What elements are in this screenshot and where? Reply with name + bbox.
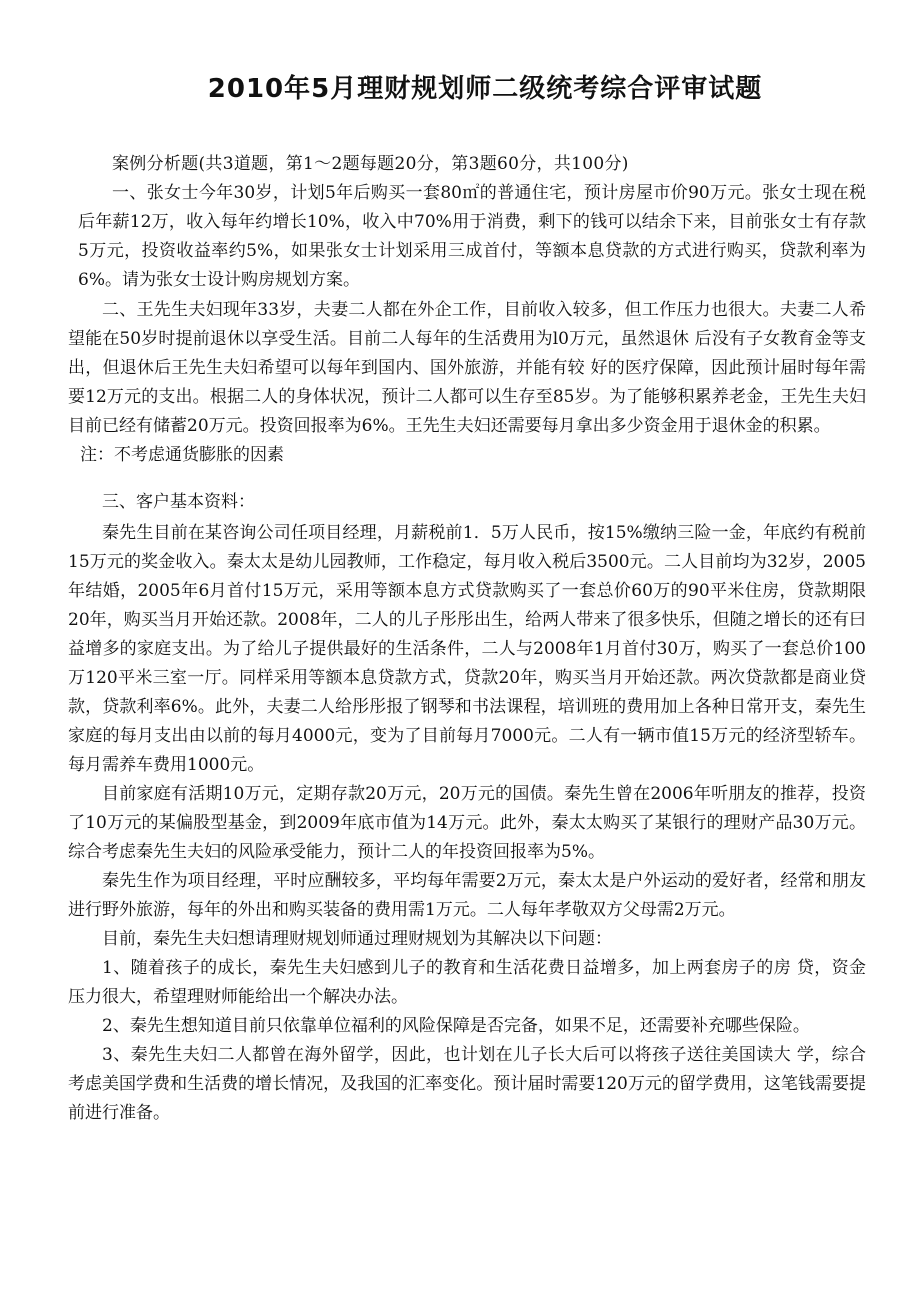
case-2-paragraph: 二、王先生夫妇现年33岁，夫妻二人都在外企工作，目前收入较多，但工作压力也很大。夫妻二人希望能在50岁时提前退休以享受生活。目前二人每年的生活费用为l0万元，虽然退休 后没有子女教育金等支出，但退休后王先生夫妇希望可以每年到国内、国外旅游，并能有较 好的医疗保障，因此预计届时每年需要12万元的支出。根据二人的身体状况，预计二人都可以生存至85岁。为了能够积累养老金，王先生夫妇目前已经有储蓄20万元。投资回报率为6%。王先生夫妇还需要每月拿出多少资金用于退休金的积累。 (68, 300, 866, 436)
question-2: 2、秦先生想知道目前只依靠单位福利的风险保障是否完备，如果不足，还需要补充哪些保险。 (102, 1016, 810, 1036)
question-3: 3、秦先生夫妇二人都曾在海外留学，因此，也计划在儿子长大后可以将孩子送往美国读大 学，综合考虑美国学费和生活费的增长情况，及我国的汇率变化。预计届时需要120万元的留学费用，这笔钱需要提前进行准备。 (68, 1045, 866, 1123)
case-3-paragraph: 目前，秦先生夫妇想请理财规划师通过理财规划为其解决以下问题： (102, 929, 612, 949)
case-1-paragraph: 一、张女士今年30岁，计划5年后购买一套80㎡的普通住宅，预计房屋市价90万元。张女士现在税后年薪12万，收入每年约增长10%，收入中70%用于消费，剩下的钱可以结余下来，目前张女士有存款5万元，投资收益率约5%，如果张女士计划采用三成首付，等额本息贷款的方式进行购买，贷款利率为6%。请为张女士设计购房规划方案。 (78, 183, 866, 290)
case-3-heading: 三、客户基本资料： (102, 492, 255, 512)
section-3 (68, 488, 866, 1128)
section-1 (78, 150, 866, 295)
case-3-paragraph: 目前家庭有活期10万元，定期存款20万元，20万元的国债。秦先生曾在2006年听朋友的推荐，投资了10万元的某偏股型基金，到2009年底市值为14万元。此外，秦太太购买了某银行的理财产品30万元。综合考虑秦先生夫妇的风险承受能力，预计二人的年投资回报率为5%。 (68, 784, 866, 862)
case-2-note: 注：不考虑通货膨胀的因素 (80, 445, 284, 465)
question-1: 1、随着孩子的成长，秦先生夫妇感到儿子的教育和生活花费日益增多，加上两套房子的房 贷，资金压力很大，希望理财师能给出一个解决办法。 (68, 958, 866, 1007)
case-3-paragraph: 秦先生目前在某咨询公司任项目经理，月薪税前1．5万人民币，按15%缴纳三险一金，年底约有税前15万元的奖金收入。秦太太是幼儿园教师，工作稳定，每月收入税后3500元。二人目前均为32岁，2005年结婚，2005年6月首付15万元，采用等额本息方式贷款购买了一套总价60万的90平米住房，贷款期限20年，购买当月开始还款。2008年，二人的儿子彤彤出生，给两人带来了很多快乐，但随之增长的还有曰益增多的家庭支出。为了给儿子提供最好的生活条件，二人与2008年1月首付30万，购买了一套总价100万120平米三室一厅。同样采用等额本息贷款方式，贷款20年，购买当月开始还款。两次贷款都是商业贷款，贷款利率6%。此外，夫妻二人给彤彤报了钢琴和书法课程，培训班的费用加上各种日常开支，秦先生家庭的每月支出由以前的每月4000元，变为了目前每月7000元。二人有一辆市值15万元的经济型轿车。每月需养车费用1000元。 (68, 523, 866, 775)
exam-instructions: 案例分析题(共3道题，第1～2题每题20分，第3题60分，共100分) (112, 154, 629, 174)
case-3-paragraph: 秦先生作为项目经理，平时应酬较多，平均每年需要2万元，秦太太是户外运动的爱好者，经常和朋友进行野外旅游，每年的外出和购买装备的费用需1万元。二人每年孝敬双方父母需2万元。 (68, 871, 866, 920)
section-2 (68, 296, 866, 470)
document-title: 2010年5月理财规划师二级统考综合评审试题 (207, 74, 763, 104)
